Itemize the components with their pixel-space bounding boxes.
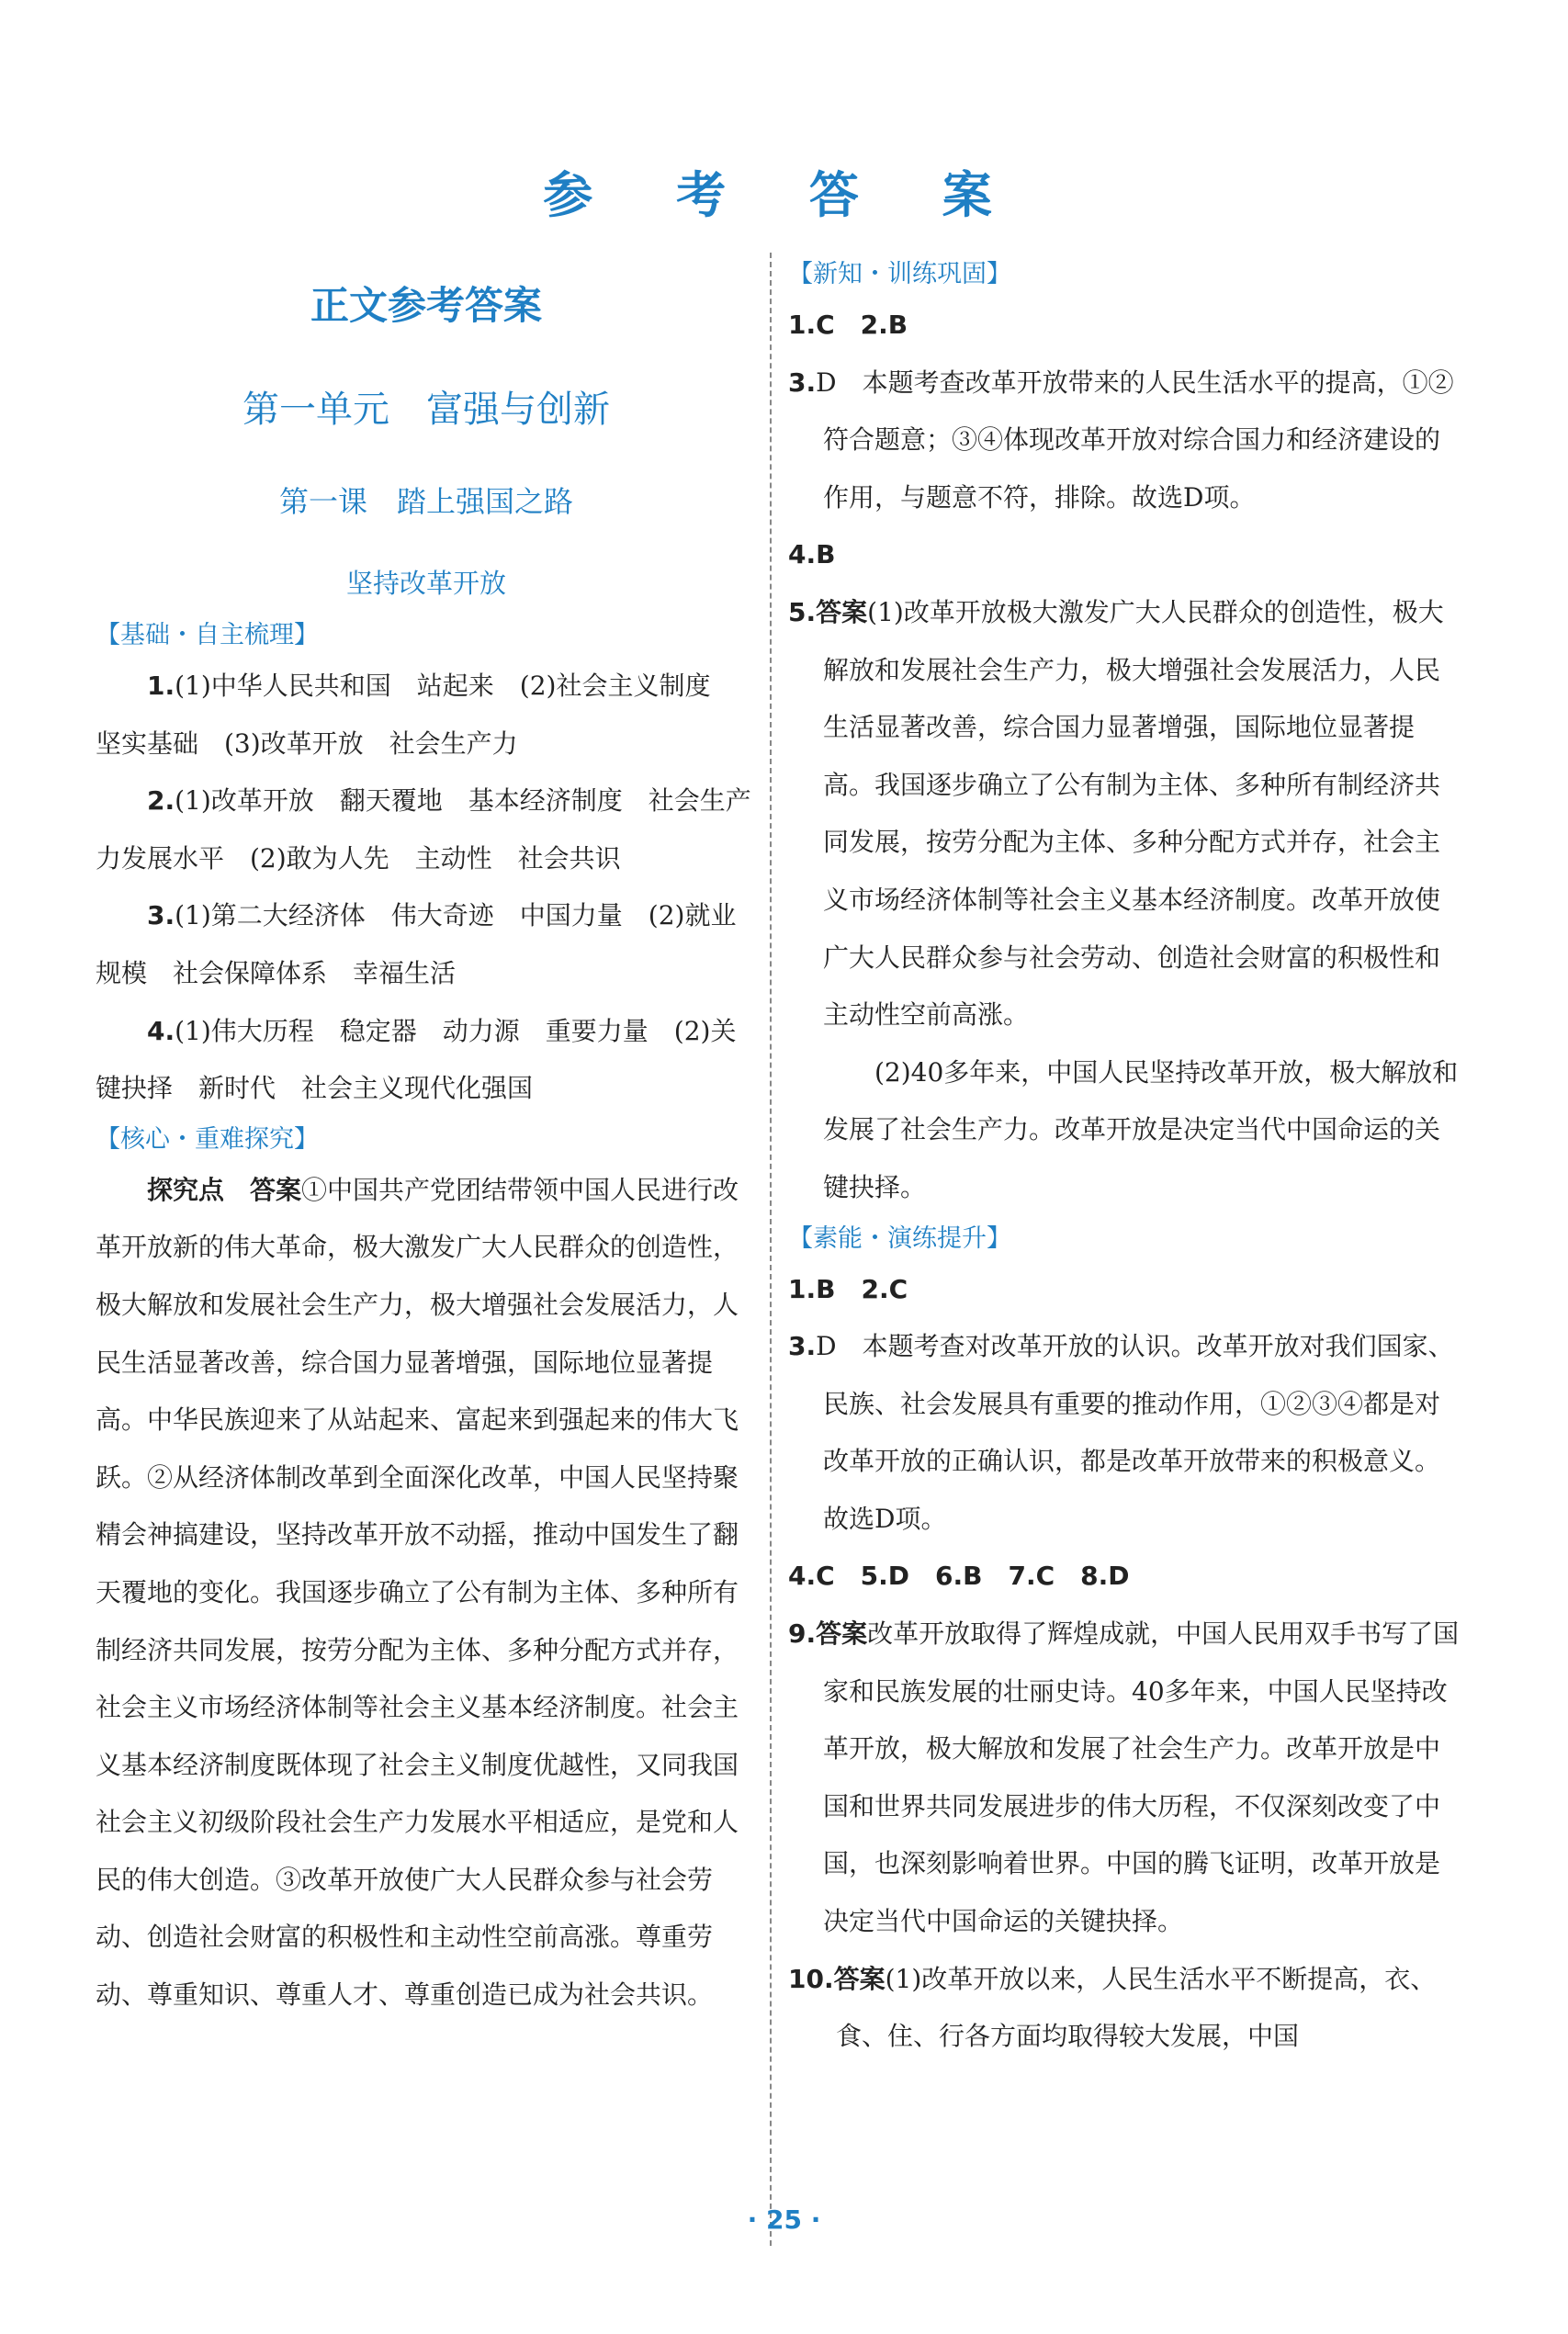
item-number: 10. — [788, 1963, 834, 1994]
item-text: (1)改革开放以来，人民生活水平不断提高，衣、食、住、行各方面均取得较大发展，中国 — [836, 1963, 1437, 2052]
item-text: 1.B 2.C — [788, 1273, 908, 1304]
answer-item-5-part2: (2)40多年来，中国人民坚持改革开放，极大解放和发展了社会生产力。改革开放是决定当代中国命运的关键抉择。 — [823, 1056, 1459, 1202]
section-practice: 【素能・演练提升】 — [788, 1223, 1011, 1253]
explore-text: ①中国共产党团结带领中国人民进行改革开放新的伟大革命，极大激发广大人民群众的创造性，极大解放和发展社会生产力，极大增强社会发展活力，人民生活显著改善，综合国力显著增强，国际地位显著提高。中华民族迎来了从站起来、富起来到强起来的伟大飞跃。②从经济体制改革到全面深化改革，中国人民坚持聚精会神搞建设，坚持改革开放不动摇，推动中国发生了翻天覆地的变化。我国逐步确立了公有制为主体、多种所有制经济共同发展，按劳分配为主体、多种分配方式并存，社会主义市场经济体制等社会主义基本经济制度。社会主义基本经济制度既体现了社会主义制度优越性，又同我国社会主义初级阶段社会生产力发展水平相适应，是党和人民的伟大创造。③改革开放使广大人民群众参与社会劳动、创造社会财富的积极性和主动性空前高涨。尊重劳动、尊重知识、尊重人才、尊重创造已成为社会共识。 — [96, 1174, 739, 2011]
item-number: 3. — [788, 366, 817, 398]
answer-row-1-2 — [788, 297, 1463, 355]
item-text: (1)中华人民共和国 站起来 (2)社会主义制度 坚实基础 (3)改革开放 社会生产力 — [96, 671, 737, 759]
section-core: 【核心・重难探究】 — [96, 1124, 319, 1154]
item-number: 1. — [147, 671, 175, 701]
item-number: 5. — [788, 596, 817, 627]
answer-row-4 — [788, 526, 1463, 584]
section-basics: 【基础・自主梳理】 — [96, 621, 319, 649]
column-divider — [770, 253, 772, 2246]
answer-item-4 — [96, 1003, 757, 1118]
item-text: 4.B — [788, 539, 836, 570]
item-number: 4. — [147, 1015, 175, 1046]
page-number: · 25 · — [747, 2204, 821, 2235]
practice-item-3 — [788, 1318, 1463, 1548]
answer-label: 答案 — [833, 1963, 886, 1994]
item-text: D 本题考查对改革开放的认识。改革开放对我们国家、民族、社会发展具有重要的推动作用，①②③④都是对改革开放的正确认识，都是改革开放带来的积极意义。故选D项。 — [816, 1331, 1454, 1534]
item-text: 1.C 2.B — [788, 310, 908, 340]
item-number: 3. — [147, 900, 175, 931]
heading-lesson: 第一课 踏上强国之路 — [278, 484, 573, 519]
item-number: 9. — [788, 1618, 817, 1650]
practice-item-10 — [788, 1951, 1463, 2066]
practice-item-9 — [788, 1606, 1463, 1951]
answer-item-5 — [788, 584, 1463, 1044]
item-text: 4.C 5.D 6.B 7.C 8.D — [788, 1561, 1130, 1592]
heading-main-answers: 正文参考答案 — [310, 283, 542, 328]
right-column — [788, 253, 1463, 2066]
answer-label: 答案 — [816, 596, 868, 627]
item-number: 2. — [147, 785, 175, 817]
answer-item-3 — [96, 887, 757, 1002]
item-text: (1)改革开放 翻天覆地 基本经济制度 社会生产力发展水平 (2)敢为人先 主动性 社会共识 — [96, 785, 751, 874]
practice-row-4-8 — [788, 1548, 1463, 1606]
item-text: D 本题考查改革开放带来的人民生活水平的提高，①②符合题意；③④体现改革开放对综合国力和经济建设的作用，与题意不符，排除。故选D项。 — [816, 366, 1454, 513]
answer-item-2 — [96, 772, 757, 887]
explore-answer — [96, 1162, 757, 2024]
item-text: 改革开放取得了辉煌成就，中国人民用双手书写了国家和民族发展的壮丽史诗。40多年来，中国人民坚持改革开放，极大解放和发展了社会生产力。改革开放是中国和世界共同发展进步的伟大历程，不仅深刻改变了中国，也深刻影响着世界。中国的腾飞证明，改革开放是决定当代中国命运的关键抉择。 — [823, 1618, 1460, 1937]
heading-unit: 第一单元 富强与创新 — [243, 389, 610, 431]
item-text: (1)改革开放极大激发广大人民群众的创造性，极大解放和发展社会生产力，极大增强社会发展活力，人民生活显著改善，综合国力显著增强，国际地位显著提高。我国逐步确立了公有制为主体、多种所有制经济共同发展，按劳分配为主体、多种分配方式并存，社会主义市场经济体制等社会主义基本经济制度。改革开放使广大人民群众参与社会劳动、创造社会财富的积极性和主动性空前高涨。 — [823, 596, 1444, 1031]
item-text: (1)第二大经济体 伟大奇迹 中国力量 (2)就业规模 社会保障体系 幸福生活 — [96, 900, 737, 988]
answer-label: 答案 — [816, 1618, 868, 1650]
answer-item-1 — [96, 658, 757, 772]
answer-item-3 — [788, 355, 1463, 527]
left-column — [96, 276, 757, 2024]
heading-topic: 坚持改革开放 — [345, 568, 506, 599]
page-title: 参 考 答 案 — [543, 166, 1025, 224]
practice-row-1-2 — [788, 1261, 1463, 1319]
item-text: (1)伟大历程 稳定器 动力源 重要力量 (2)关键抉择 新时代 社会主义现代化强国 — [96, 1015, 737, 1104]
item-number: 3. — [788, 1331, 817, 1362]
section-training: 【新知・训练巩固】 — [788, 260, 1011, 288]
explore-label: 探究点 答案 — [147, 1174, 302, 1205]
